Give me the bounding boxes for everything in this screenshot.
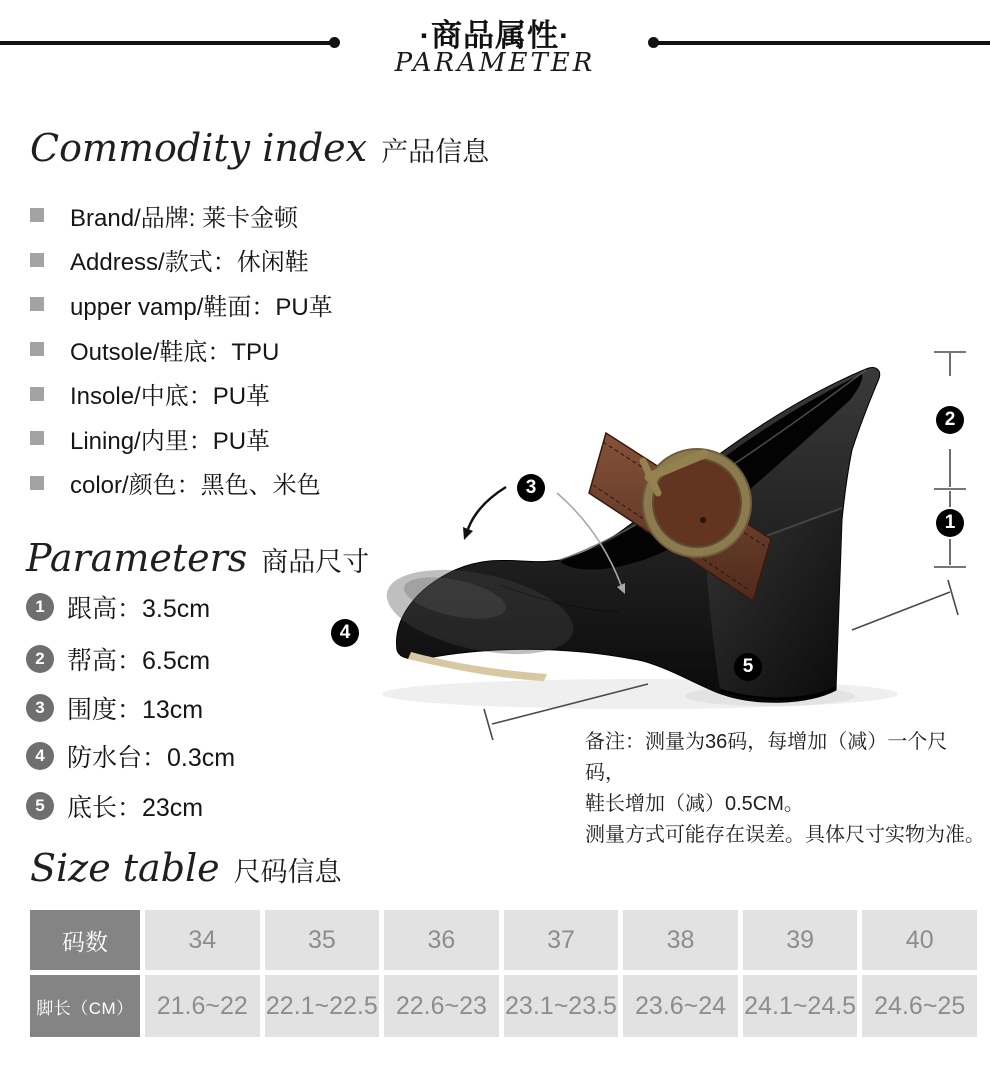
foot-length-cell: 22.1~22.5: [265, 975, 380, 1037]
size-table: [30, 910, 977, 1037]
size-cell: 36: [384, 910, 499, 970]
size-cell: 35: [265, 910, 380, 970]
section-parameters: [26, 536, 369, 580]
diagram-marker-3: 3: [517, 474, 545, 502]
foot-length-cell: 24.6~25: [862, 975, 977, 1037]
foot-length-cell: 21.6~22: [145, 975, 260, 1037]
foot-length-cell: 23.1~23.5: [504, 975, 619, 1037]
parameter-item: [26, 589, 210, 625]
square-bullet-icon: [30, 476, 44, 490]
size-cell: 40: [862, 910, 977, 970]
page-subtitle: PARAMETER: [394, 48, 596, 78]
parameters-heading-zh: 商品尺寸: [261, 547, 370, 577]
commodity-heading-en: Commodity index: [30, 126, 368, 170]
square-bullet-icon: [30, 342, 44, 356]
parameter-label: 防水台：0.3cm: [67, 744, 236, 772]
foot-length-row-header: 脚长（CM）: [30, 975, 140, 1037]
parameter-label: 围度：13cm: [67, 696, 204, 724]
square-bullet-icon: [30, 431, 44, 445]
commodity-item-label: Lining/内里：PU革: [70, 427, 271, 455]
size-row-header: 码数: [30, 910, 140, 970]
number-badge: 3: [26, 694, 54, 722]
commodity-item: [30, 282, 489, 327]
note-line: 鞋长增加（减）0.5CM。: [585, 793, 804, 815]
diagram-marker-1: 1: [936, 509, 964, 537]
size-heading-en: Size table: [30, 846, 220, 890]
parameters-heading-en: Parameters: [26, 536, 248, 580]
square-bullet-icon: [30, 208, 44, 222]
number-badge: 4: [26, 742, 54, 770]
square-bullet-icon: [30, 297, 44, 311]
parameter-item: [26, 641, 210, 677]
commodity-item-label: upper vamp/鞋面：PU革: [70, 293, 333, 321]
square-bullet-icon: [30, 387, 44, 401]
parameters-heading: [26, 536, 369, 580]
size-heading: [30, 846, 342, 890]
number-badge: 1: [26, 593, 54, 621]
size-heading-zh: 尺码信息: [233, 857, 342, 887]
parameter-item: [26, 738, 235, 774]
size-cell: 39: [743, 910, 858, 970]
note-line: 测量方式可能存在误差。具体尺寸实物为准。: [585, 824, 985, 846]
section-size-table: [30, 846, 342, 890]
foot-length-cell: 22.6~23: [384, 975, 499, 1037]
commodity-item-label: Brand/品牌: 莱卡金顿: [70, 204, 299, 232]
commodity-item: [30, 238, 489, 283]
foot-length-cell: 23.6~24: [623, 975, 738, 1037]
size-cell: 34: [145, 910, 260, 970]
page-title: ·商品属性·: [419, 18, 571, 53]
foot-length-cell: 24.1~24.5: [743, 975, 858, 1037]
parameter-label: 帮高：6.5cm: [67, 647, 211, 675]
size-cell: 38: [623, 910, 738, 970]
number-badge: 5: [26, 792, 54, 820]
parameter-label: 跟高：3.5cm: [67, 595, 211, 623]
commodity-item-label: Outsole/鞋底：TPU: [70, 338, 280, 366]
commodity-heading: [30, 126, 489, 170]
commodity-heading-zh: 产品信息: [381, 137, 490, 167]
number-badge: 2: [26, 645, 54, 673]
note-line: 备注：测量为36码，每增加（减）一个尺码，: [585, 731, 948, 784]
shoe-illustration: [330, 330, 990, 740]
curved-arrow-icon: [468, 487, 506, 529]
measurement-note: [585, 727, 987, 851]
diagram-marker-5: 5: [734, 653, 762, 681]
parameter-item: [26, 690, 203, 726]
parameter-item: [26, 788, 203, 824]
square-bullet-icon: [30, 253, 44, 267]
parameter-label: 底长：23cm: [67, 794, 204, 822]
commodity-item: [30, 193, 489, 238]
size-cell: 37: [504, 910, 619, 970]
commodity-item-label: Insole/中底：PU革: [70, 383, 271, 411]
diagram-marker-2: 2: [936, 406, 964, 434]
commodity-item-label: Address/款式：休闲鞋: [70, 249, 309, 277]
diagram-marker-4: 4: [331, 619, 359, 647]
commodity-item-label: color/颜色：黑色、米色: [70, 472, 321, 500]
